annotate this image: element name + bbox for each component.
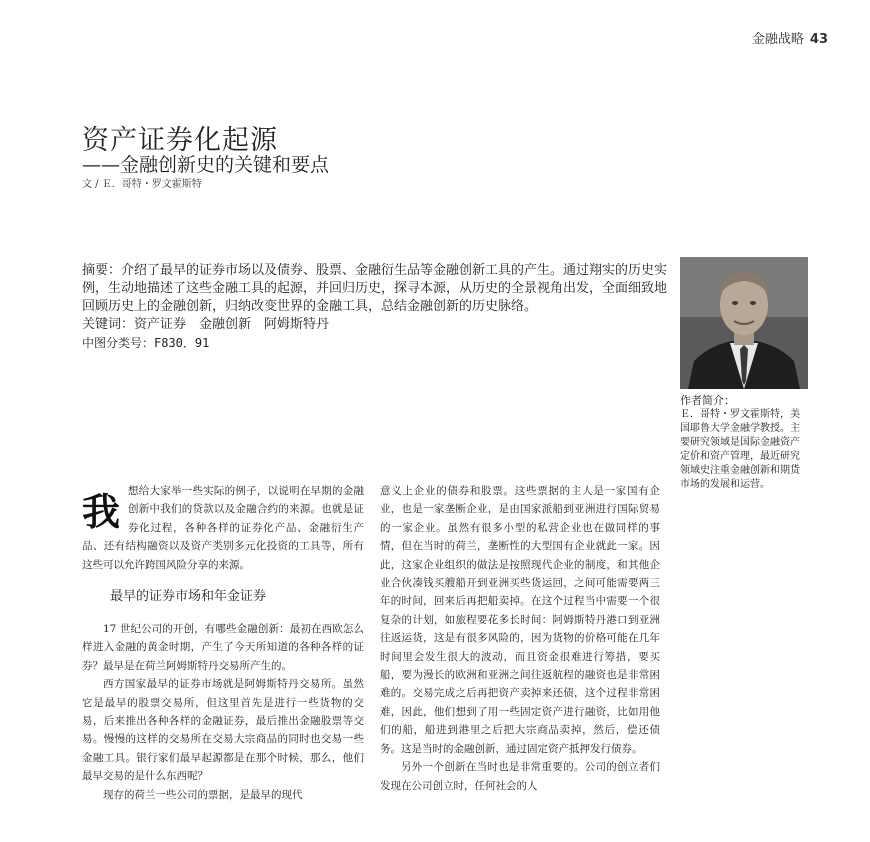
author-photo [680, 257, 808, 389]
body-column-right [380, 482, 660, 795]
abstract-text: 摘要：介绍了最早的证券市场以及债券、股票、金融衍生品等金融创新工具的产生。通过翔实的历史实例，生动地描述了这些金融工具的起源，并回归历史，探寻本源，从历史的全景视角出发，全面细致地回顾历史上的金融创新，归纳改变世界的金融工具，总结金融创新的历史脉络。 [82, 263, 668, 314]
keywords: 关键词：资产证券 金融创新 阿姆斯特丹 [82, 317, 330, 332]
paragraph: 17 世纪公司的开创，有哪些金融创新：最初在西欧怎么样进入金融的黄金时期，产生了今天所知道的各种各样的证券？最早是在荷兰阿姆斯特丹交易所产生的。 [82, 623, 364, 672]
dropcap: 我 [82, 489, 121, 534]
section-name: 金融战略 [751, 32, 804, 47]
body-column-left [82, 482, 364, 804]
paragraph: 现存的荷兰一些公司的票据，是最早的现代 [103, 788, 303, 801]
paragraph: 意义上企业的债券和股票。这些票据的主人是一家国有企业，也是一家垄断企业，是由国家派船到亚洲进行国际贸易的一家企业。虽然有很多小型的私营企业也在做同样的事情，但在当时的荷兰，垄断性的大型国有企业就此一家。因此，这家企业组织的做法是按照现代企业的制度，和其他企业合伙凑钱买艘船开到亚洲买些货运回，之间可能需要两三年的时间，回来后再把船卖掉。在这个过程当中需要一个很复杂的计划，如旅程要花多长时间：阿姆斯特丹港口到亚洲往返运货，这是有很多风险的，因为货物的价格可能在几年时间里会发生很大的波动，而且资金很难进行筹措，要买船，要为漫长的欧洲和亚洲之间往返航程的融资也是非常困难的。交易完成之后再把资产卖掉来还债，这个过程非常困难，因此，他们想到了用一些固定资产进行融资，比如用他们的船，船进到港里之后把大宗商品卖掉，然后，偿还债务。这是当时的金融创新，通过固定资产抵押发行债券。 [380, 485, 660, 755]
author-heading: 作者简介： [680, 394, 735, 407]
abstract-block [82, 262, 672, 352]
page-number: 43 [809, 32, 828, 47]
paragraph: 另外一个创新在当时也是非常重要的。公司的创立者们发现在公司创立时，任何社会的人 [380, 761, 660, 792]
article-title: 资产证券化起源 [82, 125, 278, 156]
classification-number: 中图分类号：F830．91 [82, 336, 210, 350]
article-subtitle: ——金融创新史的关键和要点 [82, 154, 330, 176]
running-head [752, 28, 828, 47]
section-heading: 最早的证券市场和年金证券 [110, 589, 267, 605]
author-bio: Ｅ．哥特・罗文霍斯特，美国耶鲁大学金融学教授。主要研究领域是国际金融资产定价和资产管理，最近研究领域史注重金融创新和期货市场的发展和运营。 [680, 409, 800, 490]
paragraph: 西方国家最早的证券市场就是阿姆斯特丹交易所。虽然它是最早的股票交易所，但这里首先是进行一些货物的交易，后来推出各种各样的金融证券，最后推出金融股票等交易。慢慢的这样的交易所在交易大宗商品的同时也交易一些金融工具。银行家们最早起源都是在那个时候，那么，他们最早交易的是什么东西呢？ [82, 678, 364, 783]
byline: 文 / Ｅ．哥特・罗文霍斯特 [82, 179, 202, 190]
paragraph: 想给大家举一些实际的例子，以说明在早期的金融创新中我们的贷款以及金融合约的来源。也就是证券化过程，各种各样的证券化产品、金融衍生产品、还有结构融资以及资产类别多元化投资的工具等，所有这些可以允许跨国风险分享的来源。 [82, 485, 364, 571]
